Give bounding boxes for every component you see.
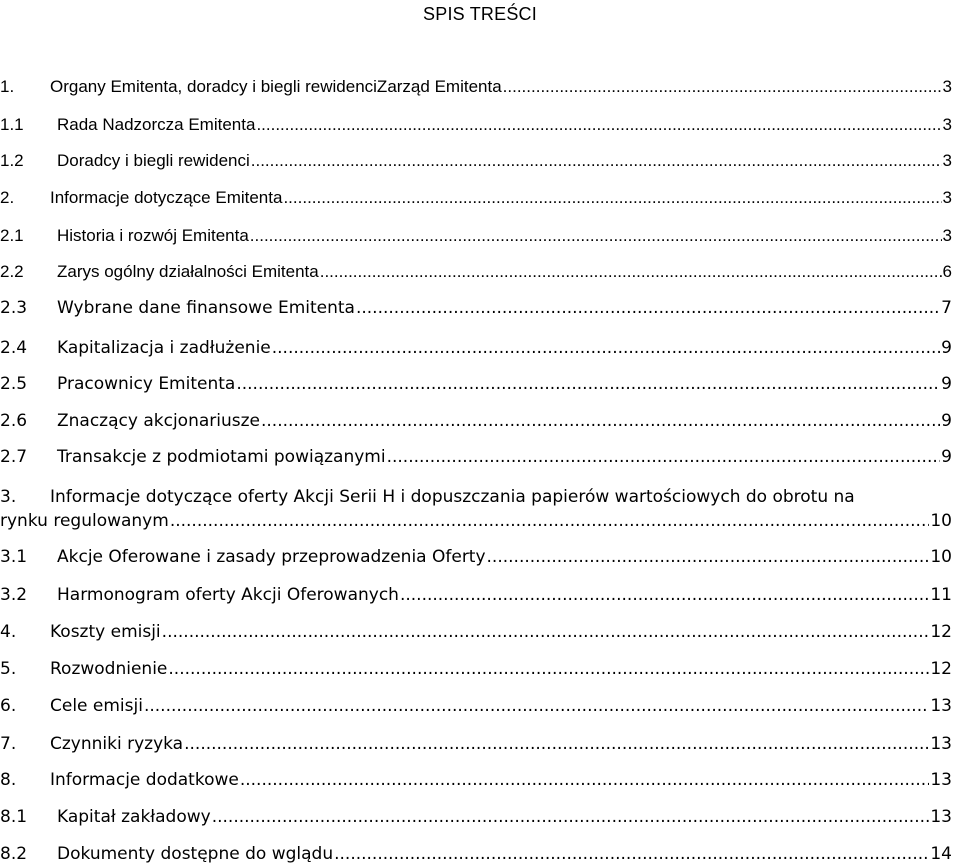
toc-entry-label: Transakcje z podmiotami powiązanymi [57, 447, 386, 467]
toc-entry-label: Cele emisji [50, 696, 143, 716]
toc-entry-2-2[interactable] [0, 261, 960, 283]
toc-page-number: 10 [930, 547, 952, 567]
toc-entry-label: Kapitalizacja i zadłużenie [57, 338, 271, 358]
toc-page-number: 7 [941, 298, 952, 318]
toc-entry-label: Rada Nadzorcza Emitenta [57, 115, 256, 134]
toc-leader-dots [236, 373, 940, 395]
toc-entry-number: 7. [0, 734, 17, 754]
toc-entry-label: Znaczący akcjonariusze [57, 411, 260, 431]
toc-entry-number: 2.3 [0, 298, 28, 318]
toc-entry-number: 1. [0, 77, 15, 96]
toc-entry-5[interactable] [0, 658, 960, 680]
toc-leader-dots [356, 297, 940, 319]
toc-page-number: 10 [930, 511, 952, 531]
toc-page-number: 12 [930, 659, 952, 679]
toc-entry-number: 2.5 [0, 374, 28, 394]
toc-leader-dots [387, 446, 941, 468]
toc-page-number: 11 [930, 585, 952, 605]
toc-entry-number: 2.1 [0, 226, 24, 245]
toc-entry-label: Kapitał zakładowy [57, 807, 211, 827]
toc-leader-dots [170, 510, 930, 532]
toc-leader-dots [334, 843, 929, 865]
toc-page-number: 12 [930, 622, 952, 642]
toc-entry-8[interactable] [0, 769, 960, 791]
toc-entry-label: Historia i rozwój Emitenta [57, 226, 249, 245]
toc-leader-dots [240, 769, 930, 791]
toc-leader-dots [212, 806, 930, 828]
toc-entry-number: 2.6 [0, 411, 28, 431]
toc-entry-number: 2.4 [0, 338, 28, 358]
toc-page-number: 3 [942, 188, 952, 207]
toc-entry-1[interactable] [0, 76, 960, 98]
toc-entry-number: 3.1 [0, 547, 28, 567]
toc-entry-label: Akcje Oferowane i zasady przeprowadzenia Oferty [57, 547, 486, 567]
toc-entry-3-1[interactable] [0, 546, 960, 568]
toc-page-number: 6 [942, 262, 952, 281]
toc-leader-dots [168, 658, 929, 680]
toc-entry-label: Informacje dotyczące oferty Akcji Serii H i dopuszczania papierów wartościowych do obrotu na [50, 487, 855, 507]
toc-entry-label: Zarys ogólny działalności Emitenta [57, 262, 319, 281]
toc-page-number: 3 [942, 77, 952, 96]
toc-entry-1-2[interactable] [0, 150, 960, 172]
toc-entry-8-2[interactable] [0, 843, 960, 865]
toc-entry-2-7[interactable] [0, 446, 960, 468]
toc-entry-label: Wybrane dane finansowe Emitenta [57, 298, 355, 318]
toc-entry-2-3[interactable] [0, 297, 960, 319]
toc-entry-label: Harmonogram oferty Akcji Oferowanych [57, 585, 399, 605]
toc-entry-number: 3. [0, 487, 17, 507]
toc-entry-2[interactable] [0, 187, 960, 209]
toc-leader-dots [251, 150, 942, 172]
toc-entry-label: Organy Emitenta, doradcy i biegli rewidenciZarząd Emitenta [50, 77, 502, 96]
toc-entry-number: 5. [0, 659, 17, 679]
toc-entry-number: 2. [0, 188, 15, 207]
toc-page-number: 9 [941, 447, 952, 467]
toc-entry-1-1[interactable] [0, 114, 960, 136]
toc-page-number: 13 [930, 807, 952, 827]
toc-page-number: 3 [942, 115, 952, 134]
toc-leader-dots [256, 114, 941, 136]
toc-leader-dots [250, 225, 942, 247]
toc-leader-dots [261, 410, 940, 432]
toc-entry-number: 8.2 [0, 844, 28, 864]
toc-leader-dots [400, 584, 929, 606]
toc-entry-2-1[interactable] [0, 225, 960, 247]
toc-leader-dots [487, 546, 930, 568]
toc-entry-3[interactable] [0, 486, 960, 532]
page-title: SPIS TREŚCI [423, 4, 537, 24]
toc-entry-label: Pracownicy Emitenta [57, 374, 236, 394]
toc-entry-label: Rozwodnienie [50, 659, 168, 679]
toc-entry-label: Informacje dotyczące Emitenta [50, 188, 283, 207]
toc-page-number: 9 [941, 411, 952, 431]
toc-page-number: 9 [941, 338, 952, 358]
toc-entry-2-6[interactable] [0, 410, 960, 432]
toc-leader-dots [184, 733, 929, 755]
toc-entry-label: Koszty emisji [50, 622, 161, 642]
toc-entry-label-continuation: rynku regulowanym [0, 511, 169, 531]
toc-leader-dots [320, 261, 942, 283]
toc-page-number: 14 [930, 844, 952, 864]
toc-entry-number: 1.1 [0, 115, 24, 134]
toc-page-number: 13 [930, 770, 952, 790]
toc-entry-label: Dokumenty dostępne do wglądu [57, 844, 334, 864]
toc-entry-label: Czynniki ryzyka [50, 734, 184, 754]
toc-entry-label: Doradcy i biegli rewidenci [57, 151, 250, 170]
toc-page-number: 3 [942, 151, 952, 170]
toc-page-number: 9 [941, 374, 952, 394]
toc-entry-3-2[interactable] [0, 584, 960, 606]
toc-leader-dots [272, 337, 940, 359]
toc-entry-2-4[interactable] [0, 337, 960, 359]
toc-entry-number: 4. [0, 622, 17, 642]
toc-entry-8-1[interactable] [0, 806, 960, 828]
toc-entry-number: 1.2 [0, 151, 24, 170]
toc-leader-dots [503, 76, 942, 98]
toc-entry-4[interactable] [0, 621, 960, 643]
toc-entry-number: 8. [0, 770, 17, 790]
toc-page-number: 3 [942, 226, 952, 245]
toc-leader-dots [162, 621, 930, 643]
toc-leader-dots [144, 695, 929, 717]
toc-entry-7[interactable] [0, 733, 960, 755]
toc-page-number: 13 [930, 734, 952, 754]
toc-entry-2-5[interactable] [0, 373, 960, 395]
toc-entry-number: 8.1 [0, 807, 28, 827]
toc-entry-6[interactable] [0, 695, 960, 717]
toc-entry-number: 2.7 [0, 447, 28, 467]
toc-entry-number: 2.2 [0, 262, 24, 281]
toc-leader-dots [283, 187, 941, 209]
toc-entry-label: Informacje dodatkowe [50, 770, 239, 790]
toc-page-number: 13 [930, 696, 952, 716]
toc-entry-first-line [0, 486, 960, 508]
toc-entry-number: 6. [0, 696, 17, 716]
toc-entry-number: 3.2 [0, 585, 28, 605]
